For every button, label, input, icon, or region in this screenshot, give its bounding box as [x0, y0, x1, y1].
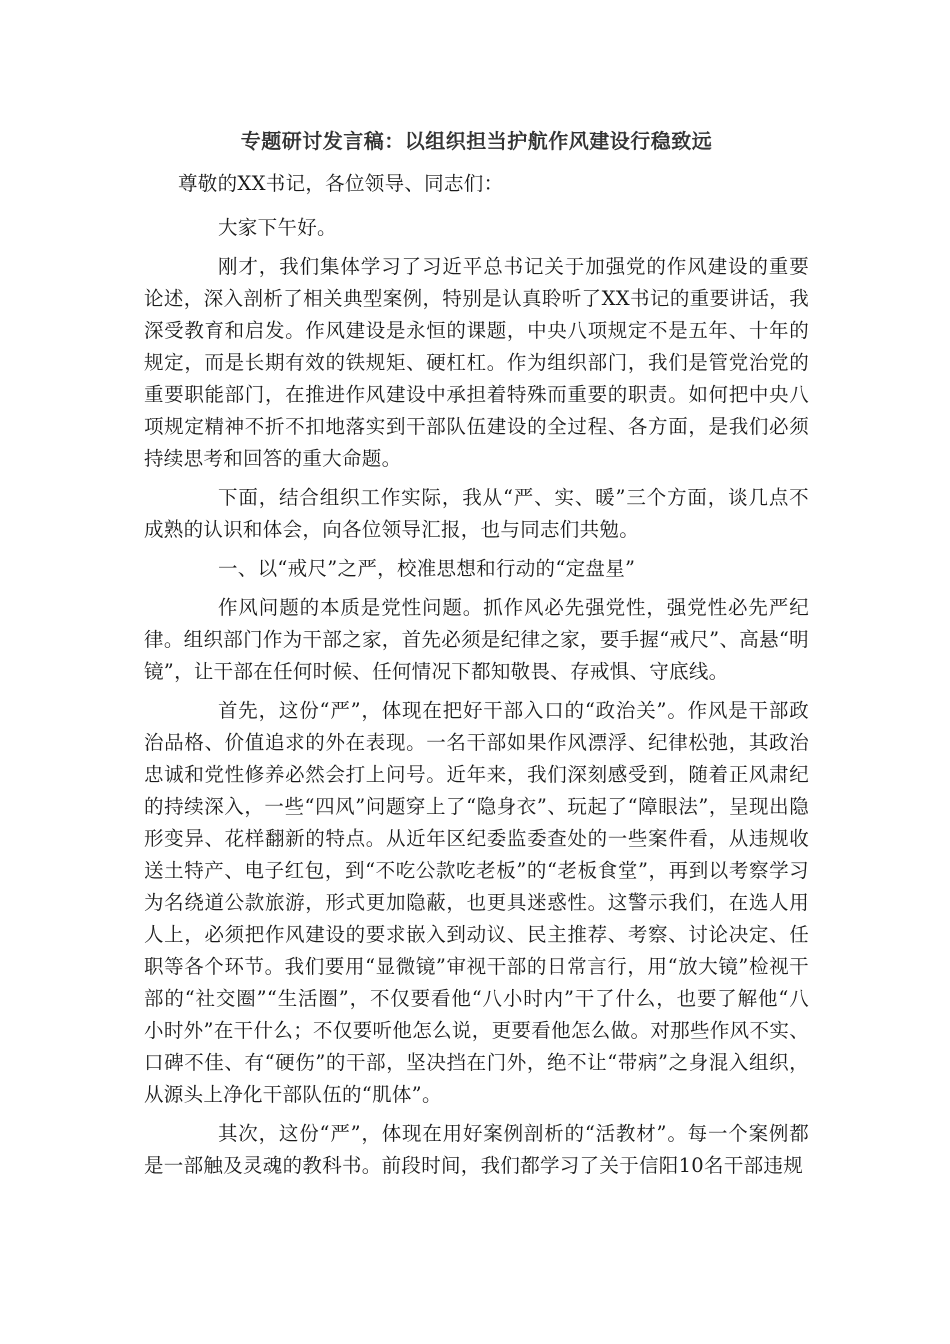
greeting: 大家下午好。 [218, 216, 337, 239]
document-title: 专题研讨发言稿：以组织担当护航作风建设行稳致远 [240, 129, 713, 153]
section-paragraph-3: 其次，这份“严”，体现在用好案例剖析的“活教材”。每一个案例都是一部触及灵魂的教科书。前段时间，我们都学习了关于信阳10名干部违规 [144, 1122, 809, 1177]
salutation: 尊敬的XX书记，各位领导、同志们： [178, 172, 504, 195]
paragraph-outline: 下面，结合组织工作实际，我从“严、实、暖”三个方面，谈几点不成熟的认识和体会，向各位领导汇报，也与同志们共勉。 [144, 486, 809, 541]
section-paragraph-1: 作风问题的本质是党性问题。抓作风必先强党性，强党性必先严纪律。组织部门作为干部之家，首先必须是纪律之家，要手握“戒尺”、高悬“明镜”，让干部在任何时候、任何情况下都知敬畏、存戒惧、守底线。 [144, 596, 809, 683]
section-paragraph-2: 首先，这份“严”，体现在把好干部入口的“政治关”。作风是干部政治品格、价值追求的外在表现。一名干部如果作风漂浮、纪律松弛，其政治忠诚和党性修养必然会打上问号。近年来，我们深刻感受到，随着正风肃纪的持续深入，一些“四风”问题穿上了“隐身衣”、玩起了“障眼法”，呈现出隐形变异、花样翻新的特点。从近年区纪委监委查处的一些案件看，从违规收送土特产、电子红包，到“不吃公款吃老板”的“老板食堂”，再到以考察学习为名绕道公款旅游，形式更加隐蔽，也更具迷惑性。这警示我们，在选人用人上，必须把作风建设的要求嵌入到动议、民主推荐、考察、讨论决定、任职等各个环节。我们要用“显微镜”审视干部的日常言行，用“放大镜”检视干部的“社交圈”“生活圈”，不仅要看他“八小时内”干了什么，也要了解他“八小时外”在干什么；不仅要听他怎么说，更要看他怎么做。对那些作风不实、口碑不佳、有“硬伤”的干部，坚决挡在门外，绝不让“带病”之身混入组织，从源头上净化干部队伍的“肌体”。 [144, 699, 809, 1106]
document-body [144, 124, 809, 1189]
section-heading: 一、以“戒尺”之严，校准思想和行动的“定盘星” [218, 557, 636, 580]
paragraph-intro: 刚才，我们集体学习了习近平总书记关于加强党的作风建设的重要论述，深入剖析了相关典型案例，特别是认真聆听了XX书记的重要讲话，我深受教育和启发。作风建设是永恒的课题，中央八项规定不是五年、十年的规定，而是长期有效的铁规矩、硬杠杠。作为组织部门，我们是管党治党的重要职能部门，在推进作风建设中承担着特殊而重要的职责。如何把中央八项规定精神不折不扣地落实到干部队伍建设的全过程、各方面，是我们必须持续思考和回答的重大命题。 [144, 255, 809, 470]
